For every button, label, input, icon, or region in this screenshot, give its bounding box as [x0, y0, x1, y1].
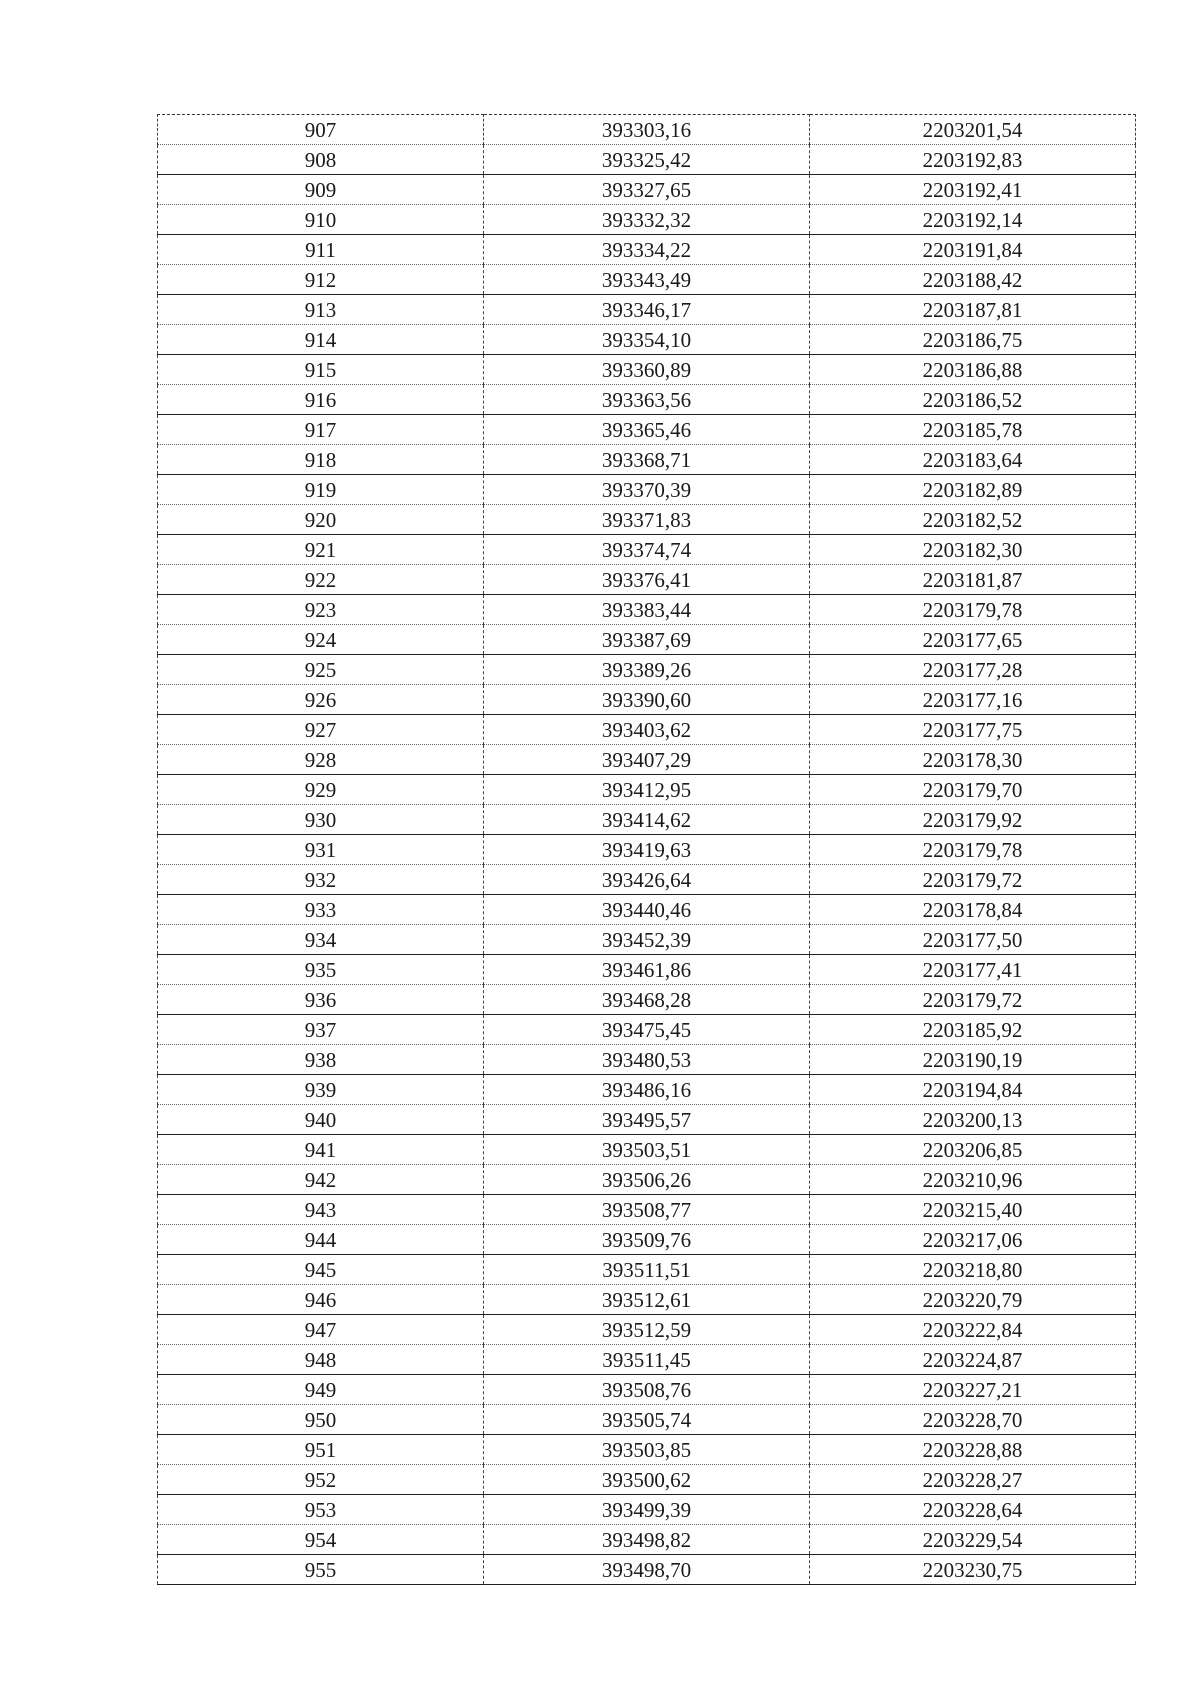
point-number-cell: 911: [158, 235, 484, 265]
point-number-cell: 910: [158, 205, 484, 235]
table-row: [158, 895, 1136, 925]
table-row: [158, 625, 1136, 655]
point-number-cell: 946: [158, 1285, 484, 1315]
table-row: [158, 1435, 1136, 1465]
point-number-cell: 955: [158, 1555, 484, 1585]
y-coordinate-cell: 2203228,70: [810, 1405, 1136, 1435]
x-coordinate-cell: 393508,77: [484, 1195, 810, 1225]
y-coordinate-cell: 2203177,28: [810, 655, 1136, 685]
x-coordinate-cell: 393414,62: [484, 805, 810, 835]
x-coordinate-cell: 393407,29: [484, 745, 810, 775]
table-row: [158, 1015, 1136, 1045]
y-coordinate-cell: 2203185,92: [810, 1015, 1136, 1045]
y-coordinate-cell: 2203177,16: [810, 685, 1136, 715]
point-number-cell: 916: [158, 385, 484, 415]
y-coordinate-cell: 2203179,72: [810, 865, 1136, 895]
y-coordinate-cell: 2203188,42: [810, 265, 1136, 295]
y-coordinate-cell: 2203182,52: [810, 505, 1136, 535]
point-number-cell: 935: [158, 955, 484, 985]
x-coordinate-cell: 393419,63: [484, 835, 810, 865]
y-coordinate-cell: 2203177,41: [810, 955, 1136, 985]
table-row: [158, 595, 1136, 625]
y-coordinate-cell: 2203186,75: [810, 325, 1136, 355]
x-coordinate-cell: 393440,46: [484, 895, 810, 925]
table-row: [158, 1555, 1136, 1585]
y-coordinate-cell: 2203179,72: [810, 985, 1136, 1015]
point-number-cell: 908: [158, 145, 484, 175]
y-coordinate-cell: 2203224,87: [810, 1345, 1136, 1375]
table-row: [158, 865, 1136, 895]
x-coordinate-cell: 393334,22: [484, 235, 810, 265]
x-coordinate-cell: 393365,46: [484, 415, 810, 445]
table-row: [158, 925, 1136, 955]
table-row: [158, 535, 1136, 565]
x-coordinate-cell: 393346,17: [484, 295, 810, 325]
x-coordinate-cell: 393506,26: [484, 1165, 810, 1195]
table-row: [158, 715, 1136, 745]
table-row: [158, 1135, 1136, 1165]
x-coordinate-cell: 393498,82: [484, 1525, 810, 1555]
x-coordinate-cell: 393498,70: [484, 1555, 810, 1585]
x-coordinate-cell: 393512,61: [484, 1285, 810, 1315]
table-row: [158, 445, 1136, 475]
table-row: [158, 1195, 1136, 1225]
x-coordinate-cell: 393468,28: [484, 985, 810, 1015]
table-row: [158, 1165, 1136, 1195]
point-number-cell: 933: [158, 895, 484, 925]
x-coordinate-cell: 393412,95: [484, 775, 810, 805]
point-number-cell: 914: [158, 325, 484, 355]
point-number-cell: 925: [158, 655, 484, 685]
x-coordinate-cell: 393354,10: [484, 325, 810, 355]
y-coordinate-cell: 2203177,75: [810, 715, 1136, 745]
table-row: [158, 145, 1136, 175]
table-row: [158, 385, 1136, 415]
point-number-cell: 931: [158, 835, 484, 865]
x-coordinate-cell: 393475,45: [484, 1015, 810, 1045]
coordinates-table: [157, 114, 1136, 1585]
y-coordinate-cell: 2203228,27: [810, 1465, 1136, 1495]
point-number-cell: 951: [158, 1435, 484, 1465]
table-row: [158, 1315, 1136, 1345]
point-number-cell: 928: [158, 745, 484, 775]
table-row: [158, 985, 1136, 1015]
point-number-cell: 913: [158, 295, 484, 325]
y-coordinate-cell: 2203200,13: [810, 1105, 1136, 1135]
y-coordinate-cell: 2203194,84: [810, 1075, 1136, 1105]
y-coordinate-cell: 2203178,30: [810, 745, 1136, 775]
point-number-cell: 912: [158, 265, 484, 295]
table-row: [158, 955, 1136, 985]
y-coordinate-cell: 2203227,21: [810, 1375, 1136, 1405]
y-coordinate-cell: 2203179,70: [810, 775, 1136, 805]
y-coordinate-cell: 2203179,78: [810, 835, 1136, 865]
table-row: [158, 325, 1136, 355]
x-coordinate-cell: 393370,39: [484, 475, 810, 505]
coordinates-table-body: [158, 115, 1136, 1585]
point-number-cell: 934: [158, 925, 484, 955]
y-coordinate-cell: 2203179,78: [810, 595, 1136, 625]
y-coordinate-cell: 2203177,50: [810, 925, 1136, 955]
table-row: [158, 505, 1136, 535]
table-row: [158, 475, 1136, 505]
table-row: [158, 835, 1136, 865]
point-number-cell: 937: [158, 1015, 484, 1045]
point-number-cell: 953: [158, 1495, 484, 1525]
table-row: [158, 1105, 1136, 1135]
point-number-cell: 947: [158, 1315, 484, 1345]
x-coordinate-cell: 393383,44: [484, 595, 810, 625]
y-coordinate-cell: 2203215,40: [810, 1195, 1136, 1225]
table-row: [158, 805, 1136, 835]
x-coordinate-cell: 393499,39: [484, 1495, 810, 1525]
table-row: [158, 295, 1136, 325]
x-coordinate-cell: 393452,39: [484, 925, 810, 955]
table-row: [158, 205, 1136, 235]
y-coordinate-cell: 2203206,85: [810, 1135, 1136, 1165]
point-number-cell: 909: [158, 175, 484, 205]
x-coordinate-cell: 393360,89: [484, 355, 810, 385]
point-number-cell: 930: [158, 805, 484, 835]
x-coordinate-cell: 393327,65: [484, 175, 810, 205]
x-coordinate-cell: 393495,57: [484, 1105, 810, 1135]
table-row: [158, 1345, 1136, 1375]
x-coordinate-cell: 393461,86: [484, 955, 810, 985]
table-row: [158, 175, 1136, 205]
point-number-cell: 945: [158, 1255, 484, 1285]
x-coordinate-cell: 393403,62: [484, 715, 810, 745]
x-coordinate-cell: 393368,71: [484, 445, 810, 475]
y-coordinate-cell: 2203220,79: [810, 1285, 1136, 1315]
x-coordinate-cell: 393508,76: [484, 1375, 810, 1405]
x-coordinate-cell: 393509,76: [484, 1225, 810, 1255]
x-coordinate-cell: 393503,85: [484, 1435, 810, 1465]
x-coordinate-cell: 393511,45: [484, 1345, 810, 1375]
x-coordinate-cell: 393390,60: [484, 685, 810, 715]
point-number-cell: 942: [158, 1165, 484, 1195]
y-coordinate-cell: 2203182,30: [810, 535, 1136, 565]
point-number-cell: 944: [158, 1225, 484, 1255]
table-row: [158, 265, 1136, 295]
table-row: [158, 1405, 1136, 1435]
y-coordinate-cell: 2203187,81: [810, 295, 1136, 325]
table-row: [158, 685, 1136, 715]
point-number-cell: 940: [158, 1105, 484, 1135]
table-row: [158, 1255, 1136, 1285]
point-number-cell: 927: [158, 715, 484, 745]
table-row: [158, 565, 1136, 595]
y-coordinate-cell: 2203229,54: [810, 1525, 1136, 1555]
x-coordinate-cell: 393371,83: [484, 505, 810, 535]
table-row: [158, 775, 1136, 805]
point-number-cell: 923: [158, 595, 484, 625]
point-number-cell: 924: [158, 625, 484, 655]
table-row: [158, 1525, 1136, 1555]
y-coordinate-cell: 2203218,80: [810, 1255, 1136, 1285]
table-row: [158, 745, 1136, 775]
x-coordinate-cell: 393426,64: [484, 865, 810, 895]
y-coordinate-cell: 2203183,64: [810, 445, 1136, 475]
y-coordinate-cell: 2203192,83: [810, 145, 1136, 175]
y-coordinate-cell: 2203186,52: [810, 385, 1136, 415]
x-coordinate-cell: 393376,41: [484, 565, 810, 595]
table-row: [158, 235, 1136, 265]
point-number-cell: 950: [158, 1405, 484, 1435]
point-number-cell: 936: [158, 985, 484, 1015]
x-coordinate-cell: 393374,74: [484, 535, 810, 565]
y-coordinate-cell: 2203182,89: [810, 475, 1136, 505]
y-coordinate-cell: 2203177,65: [810, 625, 1136, 655]
point-number-cell: 952: [158, 1465, 484, 1495]
table-row: [158, 1045, 1136, 1075]
table-row: [158, 1225, 1136, 1255]
y-coordinate-cell: 2203192,41: [810, 175, 1136, 205]
point-number-cell: 932: [158, 865, 484, 895]
table-row: [158, 1285, 1136, 1315]
x-coordinate-cell: 393343,49: [484, 265, 810, 295]
point-number-cell: 918: [158, 445, 484, 475]
point-number-cell: 939: [158, 1075, 484, 1105]
x-coordinate-cell: 393480,53: [484, 1045, 810, 1075]
y-coordinate-cell: 2203228,88: [810, 1435, 1136, 1465]
point-number-cell: 954: [158, 1525, 484, 1555]
point-number-cell: 926: [158, 685, 484, 715]
y-coordinate-cell: 2203210,96: [810, 1165, 1136, 1195]
y-coordinate-cell: 2203181,87: [810, 565, 1136, 595]
table-row: [158, 1495, 1136, 1525]
x-coordinate-cell: 393486,16: [484, 1075, 810, 1105]
point-number-cell: 929: [158, 775, 484, 805]
point-number-cell: 922: [158, 565, 484, 595]
table-row: [158, 655, 1136, 685]
point-number-cell: 917: [158, 415, 484, 445]
y-coordinate-cell: 2203191,84: [810, 235, 1136, 265]
y-coordinate-cell: 2203230,75: [810, 1555, 1136, 1585]
y-coordinate-cell: 2203186,88: [810, 355, 1136, 385]
point-number-cell: 920: [158, 505, 484, 535]
y-coordinate-cell: 2203192,14: [810, 205, 1136, 235]
point-number-cell: 938: [158, 1045, 484, 1075]
table-row: [158, 1375, 1136, 1405]
point-number-cell: 919: [158, 475, 484, 505]
y-coordinate-cell: 2203178,84: [810, 895, 1136, 925]
point-number-cell: 941: [158, 1135, 484, 1165]
y-coordinate-cell: 2203185,78: [810, 415, 1136, 445]
table-row: [158, 115, 1136, 145]
x-coordinate-cell: 393511,51: [484, 1255, 810, 1285]
x-coordinate-cell: 393505,74: [484, 1405, 810, 1435]
y-coordinate-cell: 2203228,64: [810, 1495, 1136, 1525]
table-row: [158, 355, 1136, 385]
x-coordinate-cell: 393512,59: [484, 1315, 810, 1345]
point-number-cell: 907: [158, 115, 484, 145]
y-coordinate-cell: 2203217,06: [810, 1225, 1136, 1255]
x-coordinate-cell: 393332,32: [484, 205, 810, 235]
x-coordinate-cell: 393503,51: [484, 1135, 810, 1165]
x-coordinate-cell: 393387,69: [484, 625, 810, 655]
point-number-cell: 949: [158, 1375, 484, 1405]
point-number-cell: 948: [158, 1345, 484, 1375]
x-coordinate-cell: 393303,16: [484, 115, 810, 145]
table-row: [158, 1465, 1136, 1495]
y-coordinate-cell: 2203201,54: [810, 115, 1136, 145]
point-number-cell: 915: [158, 355, 484, 385]
x-coordinate-cell: 393363,56: [484, 385, 810, 415]
point-number-cell: 943: [158, 1195, 484, 1225]
x-coordinate-cell: 393500,62: [484, 1465, 810, 1495]
y-coordinate-cell: 2203222,84: [810, 1315, 1136, 1345]
point-number-cell: 921: [158, 535, 484, 565]
x-coordinate-cell: 393325,42: [484, 145, 810, 175]
y-coordinate-cell: 2203190,19: [810, 1045, 1136, 1075]
y-coordinate-cell: 2203179,92: [810, 805, 1136, 835]
table-row: [158, 415, 1136, 445]
table-row: [158, 1075, 1136, 1105]
x-coordinate-cell: 393389,26: [484, 655, 810, 685]
